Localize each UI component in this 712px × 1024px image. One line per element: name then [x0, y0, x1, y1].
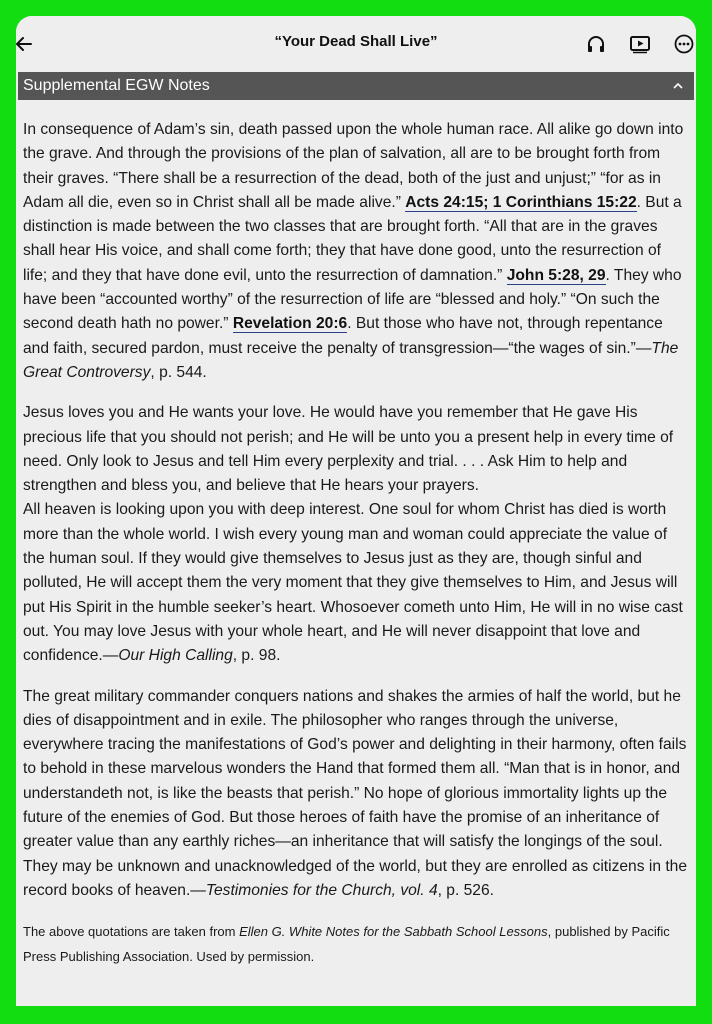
paragraph-text: . They who have been “accounted worthy” of the resurrection of life are “blessed and holy.” “On such the second death hath no power.”	[23, 266, 682, 333]
page-reference: , p. 98.	[232, 647, 281, 665]
chevron-up-icon	[672, 80, 684, 92]
top-bar	[16, 16, 696, 72]
scripture-link-revelation-20-6[interactable]: Revelation 20:6	[232, 315, 348, 333]
paragraph-3	[23, 498, 689, 668]
source-title: The Great Controversy	[23, 339, 679, 381]
source-title: Our High Calling	[118, 647, 233, 665]
page-title: “Your Dead Shall Live”	[274, 33, 438, 50]
scripture-link-acts-24-15[interactable]: Acts 24:15; 1 Corinthians 15:22	[405, 193, 637, 211]
audio-button[interactable]	[582, 30, 610, 58]
collapse-button[interactable]	[668, 76, 688, 96]
paragraph-text: Jesus loves you and He wants your love. He would have you remember that He gave His precious life that you should not perish; and He will be unto you a present help in every time of need. Only look to Jesus and tell Him every perplexity and trial. . . . Ask Him to help and strengthen and bless you, and believe that He hears your prayers.	[23, 404, 674, 495]
app-frame	[16, 16, 696, 1006]
scripture-link-john-5-28[interactable]: John 5:28, 29	[506, 266, 606, 284]
source-title: Testimonies for the Church, vol. 4	[205, 881, 438, 899]
paragraph-text: . But a distinction is made between the two classes that are brought forth. “All that are in the graves shall hear His voice, and shall come forth; they that have done good, unto the resurrection of life; and they that have done evil, unto the resurrection of damnation.”	[23, 193, 682, 284]
page-reference: , p. 526.	[437, 881, 494, 899]
play-video-icon	[629, 33, 651, 55]
notes-content	[16, 100, 696, 969]
paragraph-1	[23, 118, 689, 385]
paragraph-text: All heaven is looking upon you with deep interest. One soul for whom Christ has died is worth more than the whole world. I wish every young man and woman could appreciate the value of the human soul. If they would give themselves to Jesus just as they are, though sinful and polluted, He will accept them the very moment that they give themselves to Him, and Jesus will put His Spirit in the humble seeker’s heart. Whosoever cometh unto Him, He will in no wise cast out. You may love Jesus with your whole heart, and He will never disappoint that love and confidence.—	[23, 501, 683, 665]
page-reference: , p. 544.	[150, 363, 207, 381]
section-title: Supplemental EGW Notes	[23, 77, 210, 94]
footnote-text: , published by Pacific Press Publishing Association. Used by permission.	[23, 924, 670, 965]
paragraph-2	[23, 401, 689, 498]
paragraph-text: In consequence of Adam’s sin, death passed upon the whole human race. All alike go down into the grave. And through the provisions of the plan of salvation, all are to be brought forth from their graves. “There shall be a resurrection of the dead, both of the just and unjust;” “for as in Adam all die, even so in Christ shall all be made alive.”	[23, 121, 684, 211]
headphones-icon	[585, 33, 607, 55]
more-options-icon	[673, 33, 695, 55]
video-button[interactable]	[626, 30, 654, 58]
paragraph-text: The great military commander conquers nations and shakes the armies of half the world, but he dies of disappointment and in exile. The philosopher who ranges through the universe, everywhere tracing the manifestations of God’s power and delighting in their harmony, often fails to behold in these marvelous wonders the Hand that formed them all. “Man that is in honor, and understandeth not, is like the beasts that perish.” No hope of glorious immortality lights up the future of the enemies of God. But those heroes of faith have the promise of an inheritance of greater value than any earthly riches—an inheritance that will satisfy the longings of the soul. They may be unknown and unacknowledged of the world, but they are enrolled as citizens in the record books of heaven.—	[23, 687, 688, 899]
footnote-source: Ellen G. White Notes for the Sabbath School Lessons	[239, 924, 548, 940]
paragraph-text: . But those who have not, through repentance and faith, secured pardon, must receive the penalty of transgression—“the wages of sin.”—	[23, 315, 663, 357]
section-header[interactable]	[18, 72, 694, 100]
footnote-text: The above quotations are taken from	[23, 924, 240, 940]
paragraph-4	[23, 685, 689, 904]
more-options-button[interactable]	[670, 30, 696, 58]
permission-footnote	[23, 919, 689, 969]
